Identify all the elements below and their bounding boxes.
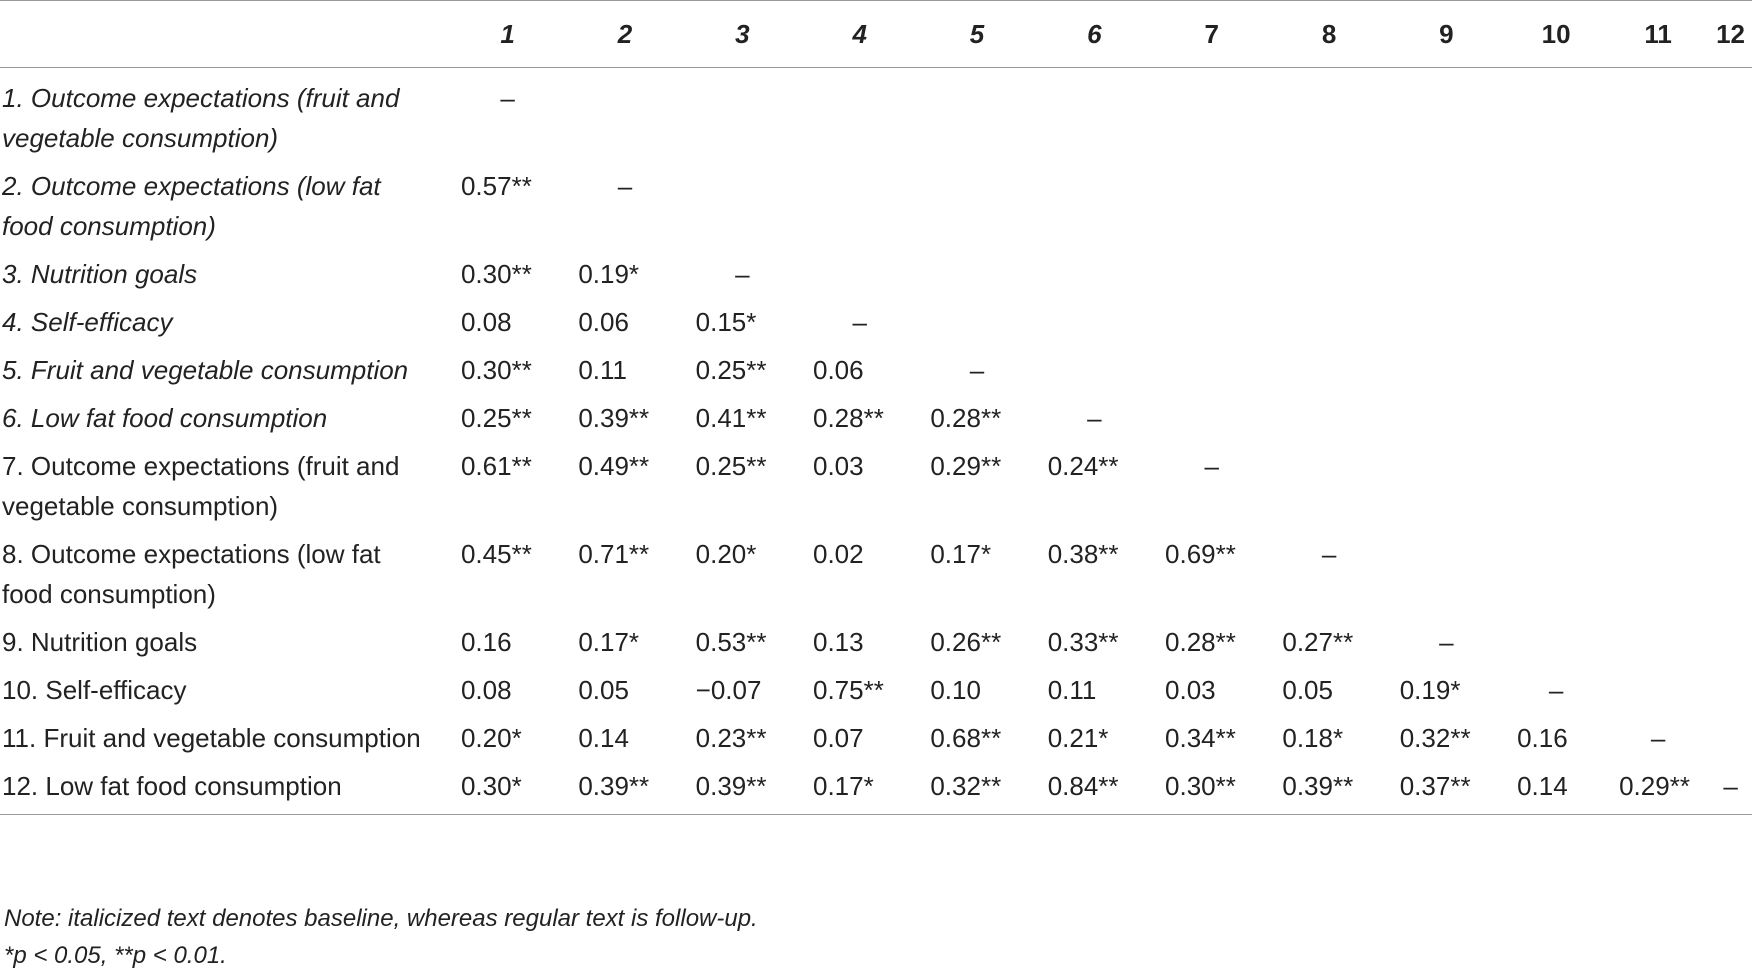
table-cell: 0.30** [1153,766,1270,815]
row-label: 9. Nutrition goals [2,627,198,657]
row-label: 12. Low fat food consumption [0,766,449,815]
table-cell [1505,68,1607,167]
table-cell: 0.30** [460,259,532,289]
row-label: 7. Outcome expectations (fruit and vegetable consumption) [2,451,400,521]
table-cell [1388,534,1505,622]
table-cell [1153,254,1270,302]
table-cell [1709,622,1752,670]
table-cell [1270,446,1387,534]
row-label: 2. Outcome expectations (low fat food consumption) [2,171,381,241]
table-cell: 0.14 [578,723,629,753]
table-cell: 0.45** [460,539,532,569]
table-cell: 0.16 [1517,723,1568,753]
table-cell [1388,398,1505,446]
table-cell [1505,446,1607,534]
table-cell: 0.21* [1047,723,1109,753]
table-cell: 0.39** [1270,766,1387,815]
header-row [0,1,1752,68]
table-body [0,68,1752,815]
table-row [0,302,1752,350]
table-cell: 0.25** [460,403,532,433]
table-cell: 0.08 [460,307,512,337]
table-cell: – [1709,766,1752,815]
table-cell: – [1321,539,1337,569]
table-cell: 0.30** [460,355,532,385]
table-cell [1270,302,1387,350]
table-cell: 0.05 [578,675,629,705]
table-cell [801,166,918,254]
table-cell [1036,68,1153,167]
table-cell: – [1439,627,1454,657]
table-cell: 0.03 [1165,675,1216,705]
table-cell [1153,68,1270,167]
table-cell [1036,166,1153,254]
table-cell [1607,398,1709,446]
table-cell: 0.28** [930,403,1002,433]
table-cell [1709,670,1752,718]
table-cell: 0.05 [1282,675,1333,705]
table-row [0,166,1752,254]
table-cell [1036,254,1153,302]
table-cell [1607,350,1709,398]
table-cell [1709,166,1752,254]
table-cell [1505,622,1607,670]
table-cell [1153,398,1270,446]
table-cell: 0.39** [566,766,683,815]
table-cell: 0.61** [460,451,532,481]
header-column-4: 4 [801,1,918,68]
header-column-12: 12 [1709,1,1752,68]
table-cell: 0.29** [930,451,1002,481]
table-cell: – [1087,403,1102,433]
table-row [0,446,1752,534]
table-header [0,1,1752,68]
table-cell [918,302,1035,350]
header-column-7: 7 [1153,1,1270,68]
header-column-3: 3 [684,1,801,68]
table-cell [684,68,801,167]
table-cell: 0.11 [578,355,627,385]
table-cell [1388,68,1505,167]
table-row [0,350,1752,398]
table-cell: 0.75** [813,675,884,705]
table-cell: 0.32** [918,766,1035,815]
table-cell: 0.19* [1399,675,1461,705]
table-cell [1505,534,1607,622]
table-cell [1153,166,1270,254]
table-cell [566,68,683,167]
table-cell: 0.10 [930,675,981,705]
table-cell [1607,446,1709,534]
table-cell: – [1204,451,1219,481]
table-cell: 0.34** [1165,723,1236,753]
table-cell: 0.38** [1047,539,1119,569]
table-cell: 0.41** [695,403,767,433]
table-cell [1388,166,1505,254]
table-cell: 0.33** [1047,627,1119,657]
table-cell [1709,350,1752,398]
table-cell: 0.32** [1399,723,1471,753]
table-cell: 0.08 [460,675,512,705]
table-cell: 0.13 [813,627,864,657]
table-cell: 0.17* [930,539,992,569]
table-cell: – [617,171,633,201]
table-cell: – [852,307,867,337]
table-cell [1388,254,1505,302]
table-row [0,766,1752,815]
table-notes [4,900,758,974]
table-cell: 0.30* [449,766,566,815]
table-cell [1709,446,1752,534]
table-row [0,670,1752,718]
table-cell: 0.57** [460,171,532,201]
table-row [0,718,1752,766]
table-row [0,68,1752,167]
table-cell: 0.39** [578,403,650,433]
table-cell [1709,718,1752,766]
table-cell: 0.27** [1282,627,1354,657]
table-cell [1270,350,1387,398]
significance-note: *p < 0.05, **p < 0.01. [4,942,227,969]
row-label: 8. Outcome expectations (low fat food consumption) [2,539,381,609]
table-cell [918,166,1035,254]
table-cell: 0.16 [460,627,512,657]
table-cell [1709,534,1752,622]
table-cell [1270,166,1387,254]
table-row [0,398,1752,446]
table-cell [1153,350,1270,398]
table-cell [1709,68,1752,167]
table-cell [1607,166,1709,254]
table-cell [918,254,1035,302]
table-cell: 0.39** [684,766,801,815]
header-column-1: 1 [449,1,566,68]
table-cell: – [1650,723,1666,753]
table-cell [1270,398,1387,446]
table-cell: 0.17* [578,627,640,657]
table-cell [1270,68,1387,167]
table-cell [684,166,801,254]
table-cell [1607,622,1709,670]
row-label: 4. Self-efficacy [2,307,173,337]
table-cell: 0.03 [813,451,864,481]
table-cell: 0.68** [930,723,1002,753]
table-row [0,622,1752,670]
table-cell: 0.84** [1036,766,1153,815]
table-cell: 0.20* [695,539,757,569]
table-cell [918,68,1035,167]
table-cell [1388,350,1505,398]
header-column-9: 9 [1388,1,1505,68]
table-cell [1388,302,1505,350]
header-column-2: 2 [566,1,683,68]
table-cell [1036,350,1153,398]
table-cell [1036,302,1153,350]
table-cell [1607,254,1709,302]
header-column-11: 11 [1607,1,1709,68]
table-cell: 0.25** [695,355,767,385]
table-cell: 0.18* [1282,723,1344,753]
table-cell: 0.17* [801,766,918,815]
row-label: 5. Fruit and vegetable consumption [2,355,409,385]
table-cell [1505,350,1607,398]
row-label: 10. Self-efficacy [2,675,187,705]
header-column-5: 5 [918,1,1035,68]
table-cell: 0.20* [460,723,522,753]
table-cell: 0.53** [695,627,767,657]
table-cell [801,254,918,302]
table-cell [1505,254,1607,302]
table-cell: 0.14 [1505,766,1607,815]
table-cell [1709,398,1752,446]
table-cell: 0.49** [578,451,650,481]
table-cell [1505,398,1607,446]
table-cell: 0.29** [1607,766,1709,815]
table-cell [1388,446,1505,534]
table-cell: 0.06 [813,355,864,385]
table-cell: 0.23** [695,723,767,753]
table-row [0,534,1752,622]
table-cell: 0.11 [1047,675,1097,705]
table-row [0,254,1752,302]
table-cell: 0.69** [1165,539,1236,569]
table-cell [1505,302,1607,350]
table-cell: 0.06 [578,307,629,337]
table-cell: 0.02 [813,539,864,569]
table-cell: 0.07 [813,723,864,753]
table-cell [1505,166,1607,254]
table-cell: 0.26** [930,627,1002,657]
header-column-6: 6 [1036,1,1153,68]
header-label-column [0,1,449,68]
table-cell [1607,534,1709,622]
table-cell: 0.71** [578,539,650,569]
table-cell: 0.24** [1047,451,1119,481]
table-cell: – [500,83,515,113]
table-cell: – [969,355,985,385]
table-cell [1709,254,1752,302]
table-cell: – [735,259,750,289]
baseline-note: Note: italicized text denotes baseline, whereas regular text is follow-up. [4,905,758,932]
header-column-10: 10 [1505,1,1607,68]
table-cell: 0.28** [1165,627,1236,657]
table-cell: 0.28** [813,403,884,433]
row-label: 3. Nutrition goals [2,259,198,289]
table-cell [1153,302,1270,350]
table-cell: 0.25** [695,451,767,481]
table-cell [1607,68,1709,167]
table-cell: 0.37** [1388,766,1505,815]
header-column-8: 8 [1270,1,1387,68]
table-cell [801,68,918,167]
row-label: 6. Low fat food consumption [2,403,328,433]
table-cell [1607,670,1709,718]
table-cell [1270,254,1387,302]
table-cell [1607,302,1709,350]
row-label: 11. Fruit and vegetable consumption [2,723,421,753]
table-cell: 0.19* [578,259,640,289]
table-cell: −0.07 [695,675,762,705]
table-cell: 0.15* [695,307,757,337]
table-cell: – [1548,675,1564,705]
row-label: 1. Outcome expectations (fruit and vegetable consumption) [2,83,400,153]
table-cell [1709,302,1752,350]
